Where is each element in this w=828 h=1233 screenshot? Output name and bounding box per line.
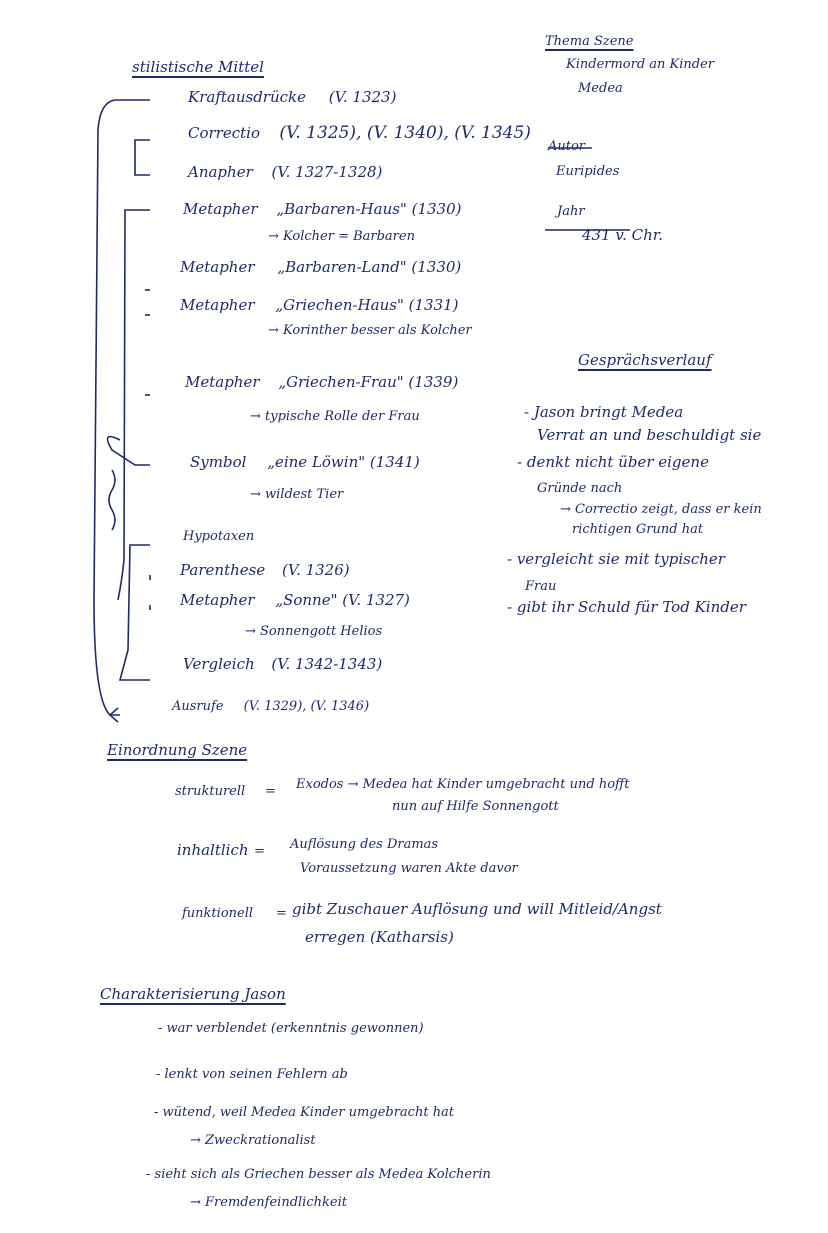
stilmittel-ref: (V. 1329), (V. 1346) (243, 699, 370, 714)
list-item: - sieht sich als Griechen besser als Medea Kolcherin (146, 1167, 491, 1182)
list-item (180, 593, 410, 608)
list-item (183, 202, 461, 217)
einordnung-sep: = (265, 784, 276, 799)
list-item: - lenkt von seinen Fehlern ab (156, 1067, 348, 1082)
list-item (180, 563, 350, 578)
einordnung-heading: Einordnung Szene (107, 741, 248, 759)
stilmittel-ref: „Griechen-Frau" (1339) (278, 373, 459, 391)
stilmittel-name: Correctio (188, 124, 260, 142)
stilmittel-ref: „Griechen-Haus" (1331) (275, 296, 459, 314)
thema-heading: Thema Szene (545, 34, 634, 49)
stilmittel-sub: → Kolcher = Barbaren (268, 229, 415, 244)
stilmittel-sub: → typische Rolle der Frau (250, 409, 420, 424)
list-item (188, 90, 396, 105)
stilmittel-ref: (V. 1325), (V. 1340), (V. 1345) (279, 123, 531, 143)
einordnung-text: gibt Zuschauer Auflösung und will Mitleid/Angst (292, 900, 662, 918)
list-item: → Correctio zeigt, dass er kein (560, 502, 762, 517)
list-item: - wütend, weil Medea Kinder umgebracht hat (154, 1105, 455, 1120)
list-item (188, 165, 382, 180)
einordnung-text: Auflösung des Dramas (290, 837, 439, 852)
einordnung-sep: = (254, 844, 265, 859)
einordnung-label: inhaltlich (177, 841, 249, 859)
list-item (180, 298, 459, 313)
stilmittel-ref: (V. 1327-1328) (271, 163, 383, 181)
einordnung-label: strukturell (175, 784, 246, 799)
thema-line1: Kindermord an Kinder (566, 57, 715, 72)
list-item (172, 700, 369, 713)
stilmittel-ref: (V. 1326) (282, 561, 350, 579)
list-item: Frau (525, 579, 557, 594)
list-item: - denkt nicht über eigene (517, 453, 709, 471)
einordnung-text: Exodos → Medea hat Kinder umgebracht und hofft (296, 777, 630, 792)
einordnung-sep: = (276, 906, 287, 921)
list-item: - vergleicht sie mit typischer (507, 550, 725, 568)
stilmittel-name: Hypotaxen (183, 529, 255, 544)
list-item (180, 260, 461, 275)
stilmittel-name: Metapher (180, 591, 255, 609)
stilmittel-sub: → wildest Tier (250, 487, 344, 502)
list-item (183, 657, 382, 672)
stilmittel-sub: → Sonnengott Helios (245, 624, 383, 639)
stilmittel-ref: „Barbaren-Land" (1330) (277, 258, 462, 276)
stilmittel-name: Vergleich (183, 655, 255, 673)
stilmittel-name: Anapher (188, 163, 253, 181)
stilmittel-name: Metapher (180, 258, 255, 276)
list-item: richtigen Grund hat (572, 522, 704, 537)
stilmittel-name: Symbol (190, 453, 247, 471)
autor-heading: Autor (548, 139, 586, 154)
jahr-heading: Jahr (557, 204, 585, 219)
list-item (190, 455, 420, 470)
list-item: Verrat an und beschuldigt sie (537, 426, 762, 444)
list-item (188, 125, 531, 142)
stilmittel-ref: „Barbaren-Haus" (1330) (276, 200, 462, 218)
stilmittel-name: Metapher (185, 373, 260, 391)
thema-line2: Medea (578, 81, 623, 96)
stilmittel-heading: stilistische Mittel (132, 58, 264, 76)
stilmittel-ref: (V. 1323) (328, 88, 397, 106)
einordnung-text: Voraussetzung waren Akte davor (300, 861, 518, 876)
list-item (185, 375, 458, 390)
list-item (183, 530, 254, 543)
stilmittel-name: Metapher (180, 296, 255, 314)
stilmittel-name: Ausrufe (172, 699, 224, 714)
list-item: - Jason bringt Medea (524, 403, 684, 421)
stilmittel-name: Metapher (183, 200, 258, 218)
list-item: - gibt ihr Schuld für Tod Kinder (507, 598, 746, 616)
stilmittel-ref: (V. 1342-1343) (271, 655, 383, 673)
list-item: - war verblendet (erkenntnis gewonnen) (158, 1021, 424, 1036)
charakter-heading: Charakterisierung Jason (100, 985, 286, 1003)
list-item: → Fremdenfeindlichkeit (190, 1195, 347, 1210)
gespraech-heading: Gesprächsverlauf (578, 351, 712, 369)
einordnung-text: erregen (Katharsis) (305, 928, 454, 946)
einordnung-text: nun auf Hilfe Sonnengott (392, 799, 559, 814)
stilmittel-name: Parenthese (180, 561, 266, 579)
stilmittel-ref: „Sonne" (V. 1327) (275, 591, 410, 609)
einordnung-label: funktionell (182, 906, 254, 921)
stilmittel-sub: → Korinther besser als Kolcher (268, 323, 472, 338)
autor-value: Euripides (556, 164, 620, 179)
jahr-value: 431 v. Chr. (582, 226, 664, 244)
list-item: Gründe nach (537, 481, 623, 496)
list-item: → Zweckrationalist (190, 1133, 316, 1148)
stilmittel-name: Kraftausdrücke (188, 88, 307, 106)
stilmittel-ref: „eine Löwin" (1341) (267, 453, 420, 471)
